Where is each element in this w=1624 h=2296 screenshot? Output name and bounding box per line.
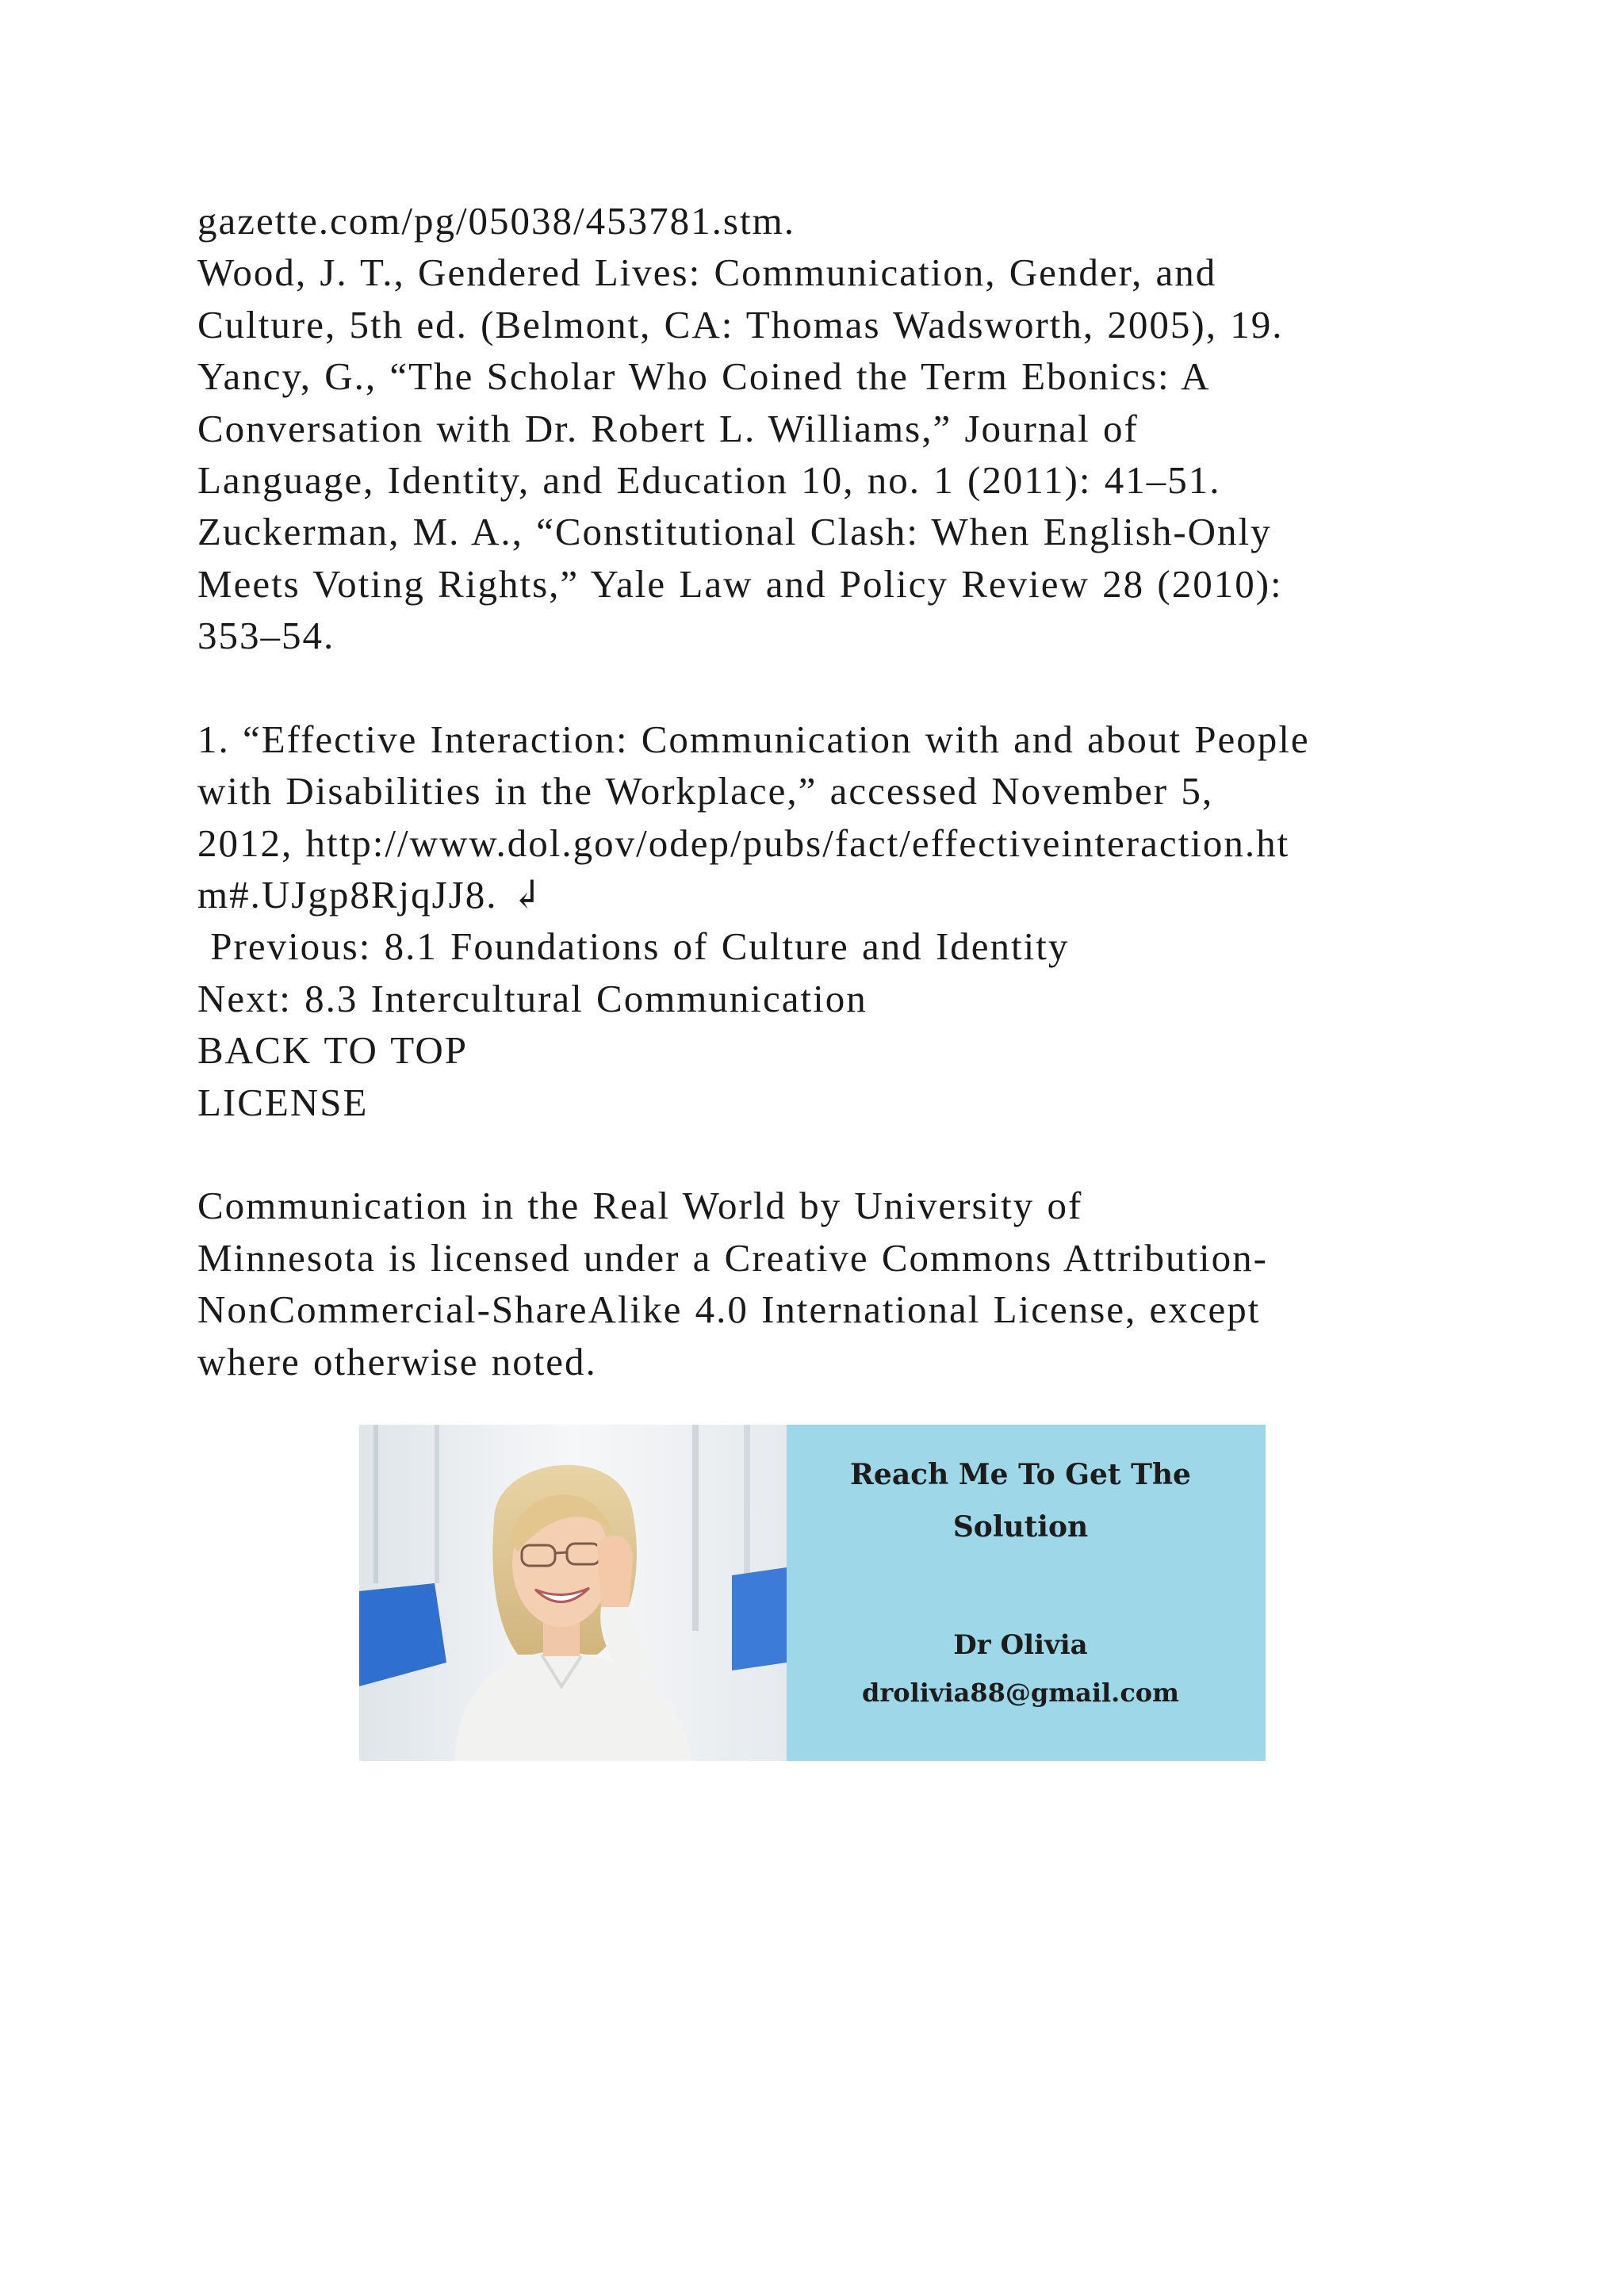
document-body (197, 195, 1434, 1387)
spacer (197, 662, 1434, 714)
contact-name: Dr Olivia (953, 1629, 1088, 1661)
footnote-line: with Disabilities in the Workplace,” accessed November 5, (197, 769, 1214, 813)
footnote-line: 1. “Effective Interaction: Communication with and about People (197, 717, 1310, 761)
footnote-line: 2012, http://www.dol.gov/odep/pubs/fact/effectiveinteraction.ht (197, 821, 1290, 865)
ad-headline (787, 1448, 1254, 1553)
reference-line: Meets Voting Rights,” Yale Law and Policy Review 28 (2010): (197, 561, 1283, 606)
woman-photo (359, 1425, 787, 1761)
reference-line: Wood, J. T., Gendered Lives: Communication, Gender, and (197, 251, 1217, 295)
ad-headline-line: Reach Me To Get The (850, 1458, 1191, 1491)
spacer (197, 1128, 1434, 1180)
back-to-top-link[interactable]: BACK TO TOP (197, 1028, 468, 1073)
footnote-line: m#.UJgp8RjqJJ8. ↲ (197, 873, 545, 917)
license-text-line: Communication in the Real World by University of (197, 1184, 1083, 1228)
ad-headline-line: Solution (952, 1510, 1089, 1544)
license-text-line: where otherwise noted. (197, 1339, 597, 1383)
reference-line: Language, Identity, and Education 10, no. 1 (2011): 41–51. (197, 457, 1221, 502)
license-text-line: NonCommercial-ShareAlike 4.0 International License, except (197, 1288, 1261, 1332)
contact-ad-banner[interactable] (359, 1425, 1266, 1761)
reference-line: Yancy, G., “The Scholar Who Coined the Term Ebonics: A (197, 354, 1211, 399)
license-text-line: Minnesota is licensed under a Creative Commons Attribution- (197, 1235, 1268, 1280)
reference-line: gazette.com/pg/05038/453781.stm. (197, 199, 795, 243)
license-link[interactable]: LICENSE (197, 1080, 369, 1124)
contact-email-link[interactable]: drolivia88@gmail.com (861, 1678, 1179, 1708)
reference-line: Zuckerman, M. A., “Constitutional Clash: When English-Only (197, 510, 1272, 554)
reference-line: 353–54. (197, 614, 335, 658)
next-chapter-link[interactable]: Next: 8.3 Intercultural Communication (197, 976, 868, 1020)
reference-line: Conversation with Dr. Robert L. Williams,” Journal of (197, 406, 1139, 450)
contact-info-panel (787, 1425, 1266, 1761)
reference-line: Culture, 5th ed. (Belmont, CA: Thomas Wadsworth, 2005), 19. (197, 302, 1284, 346)
previous-chapter-link[interactable]: Previous: 8.1 Foundations of Culture and Identity (197, 924, 1070, 969)
